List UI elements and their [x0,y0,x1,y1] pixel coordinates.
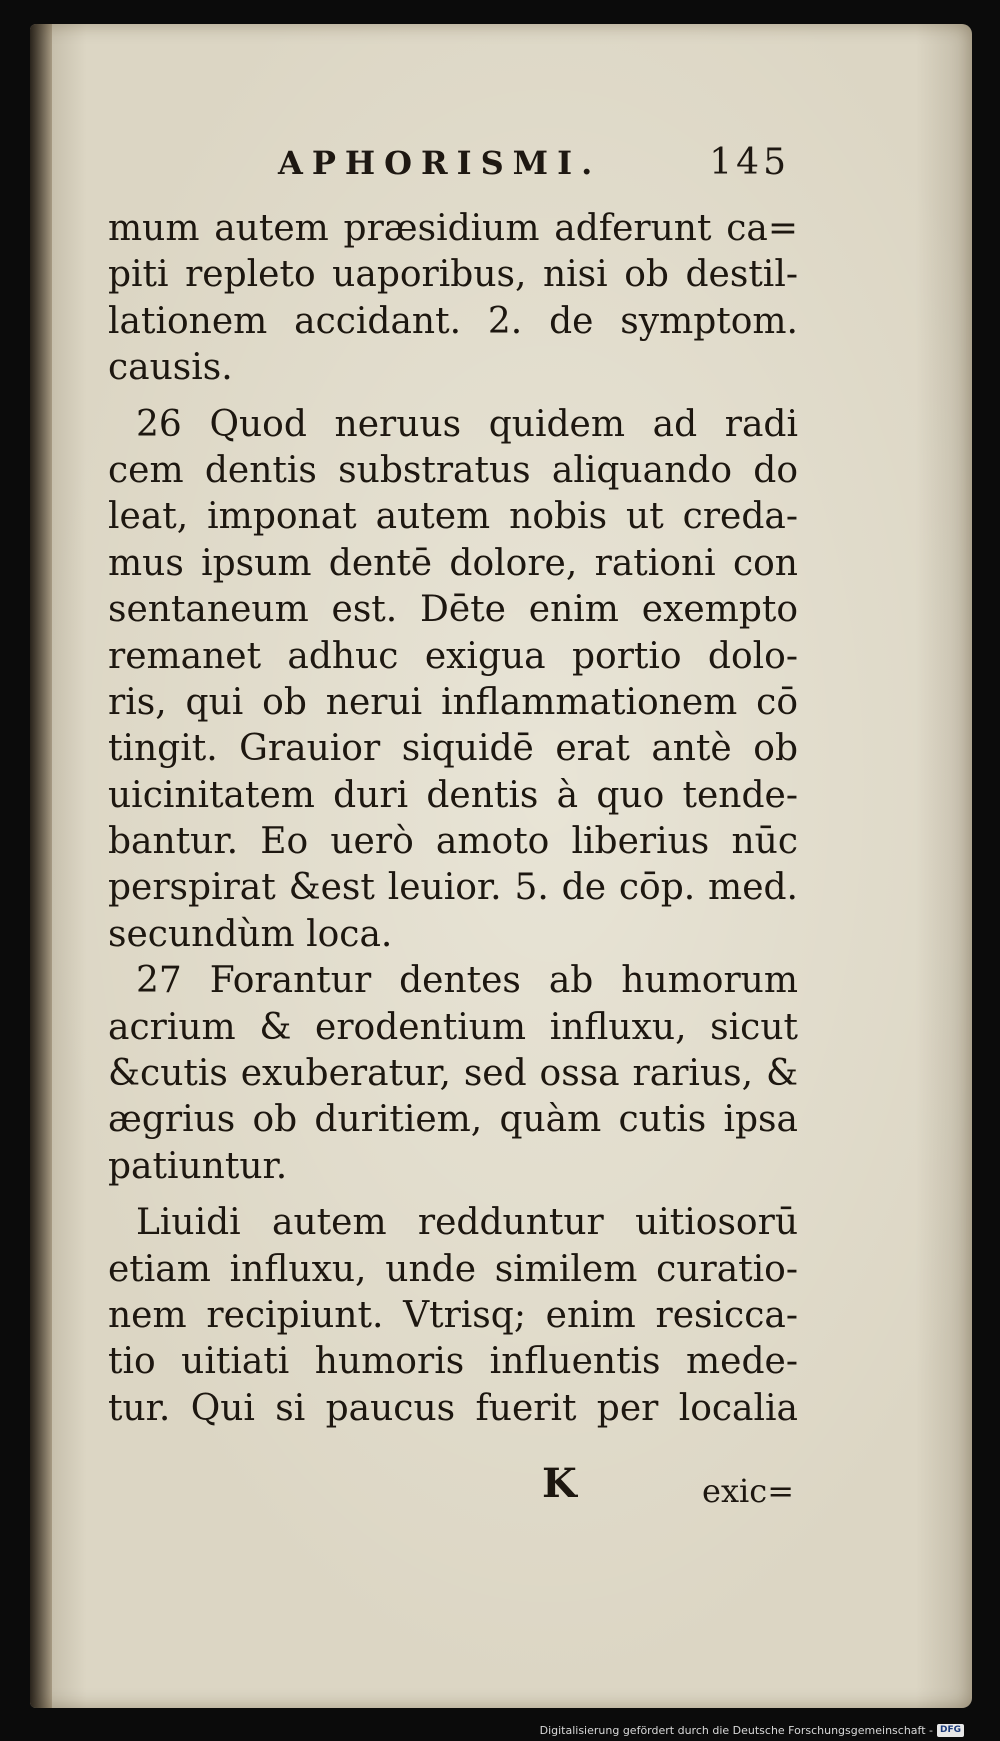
text-line: mum autem præsidium adferunt ca= [108,208,798,249]
book-page [30,24,972,1708]
text-line: cem dentis substratus aliquando do [108,449,798,491]
page-header [250,144,790,194]
text-line: mus ipsum dentē dolore, rationi con [108,542,798,584]
text-line: sentaneum est. Dēte enim exempto [108,589,798,631]
paragraph-gap [108,392,798,402]
dfg-logo-icon: DFG [937,1724,964,1737]
text-line: causis. [108,347,233,389]
page-footer [530,1460,800,1510]
paragraph-gap [108,1190,798,1200]
text-line: secundùm loca. [108,913,393,955]
text-line: lationem accidant. 2. de symptom. [108,300,798,342]
paragraph-start: Liuidi autem redduntur uitiosorū [136,1202,798,1244]
page-number: 145 [709,142,790,183]
text-line: ægrius ob duritiem, quàm cutis ipsa [108,1099,798,1141]
digitization-credit [540,1724,964,1737]
text-line: leat, imponat autem nobis ut creda- [108,496,798,538]
text-line: acrium & erodentium influxu, sicut [108,1006,798,1048]
signature-mark: K [542,1460,577,1507]
text-line: piti repleto uaporibus, nisi ob destil- [108,254,798,296]
text-line: perspirat &est leuior. 5. de cōp. med. [108,867,798,909]
catchword: exic= [702,1472,794,1510]
text-line: tio uitiati humoris influentis mede- [108,1341,798,1383]
text-line: patiuntur. [108,1145,288,1187]
text-line: ris, qui ob nerui inflammationem cō [108,681,798,723]
aphorism-26-start: 26 Quod neruus quidem ad radi [136,403,798,445]
text-line: etiam influxu, unde similem curatio- [108,1248,798,1290]
credit-text: Digitalisierung gefördert durch die Deutsche Forschungsgemeinschaft - [539,1724,933,1737]
body-text [108,206,798,1432]
text-line: uicinitatem duri dentis à quo tende- [108,774,798,816]
running-head: APHORISMI. [278,144,602,182]
text-line: nem recipiunt. Vtrisq; enim resicca- [108,1294,798,1336]
text-line: remanet adhuc exigua portio dolo- [108,635,798,677]
text-line: bantur. Eo uerò amoto liberius nūc [108,821,798,863]
text-line: tur. Qui si paucus fuerit per localia [108,1387,798,1429]
aphorism-27-start: 27 Forantur dentes ab humorum [136,960,798,1002]
text-line: tingit. Grauior siquidē erat antè ob [108,728,798,770]
text-line: &cutis exuberatur, sed ossa rarius, & [108,1053,798,1095]
